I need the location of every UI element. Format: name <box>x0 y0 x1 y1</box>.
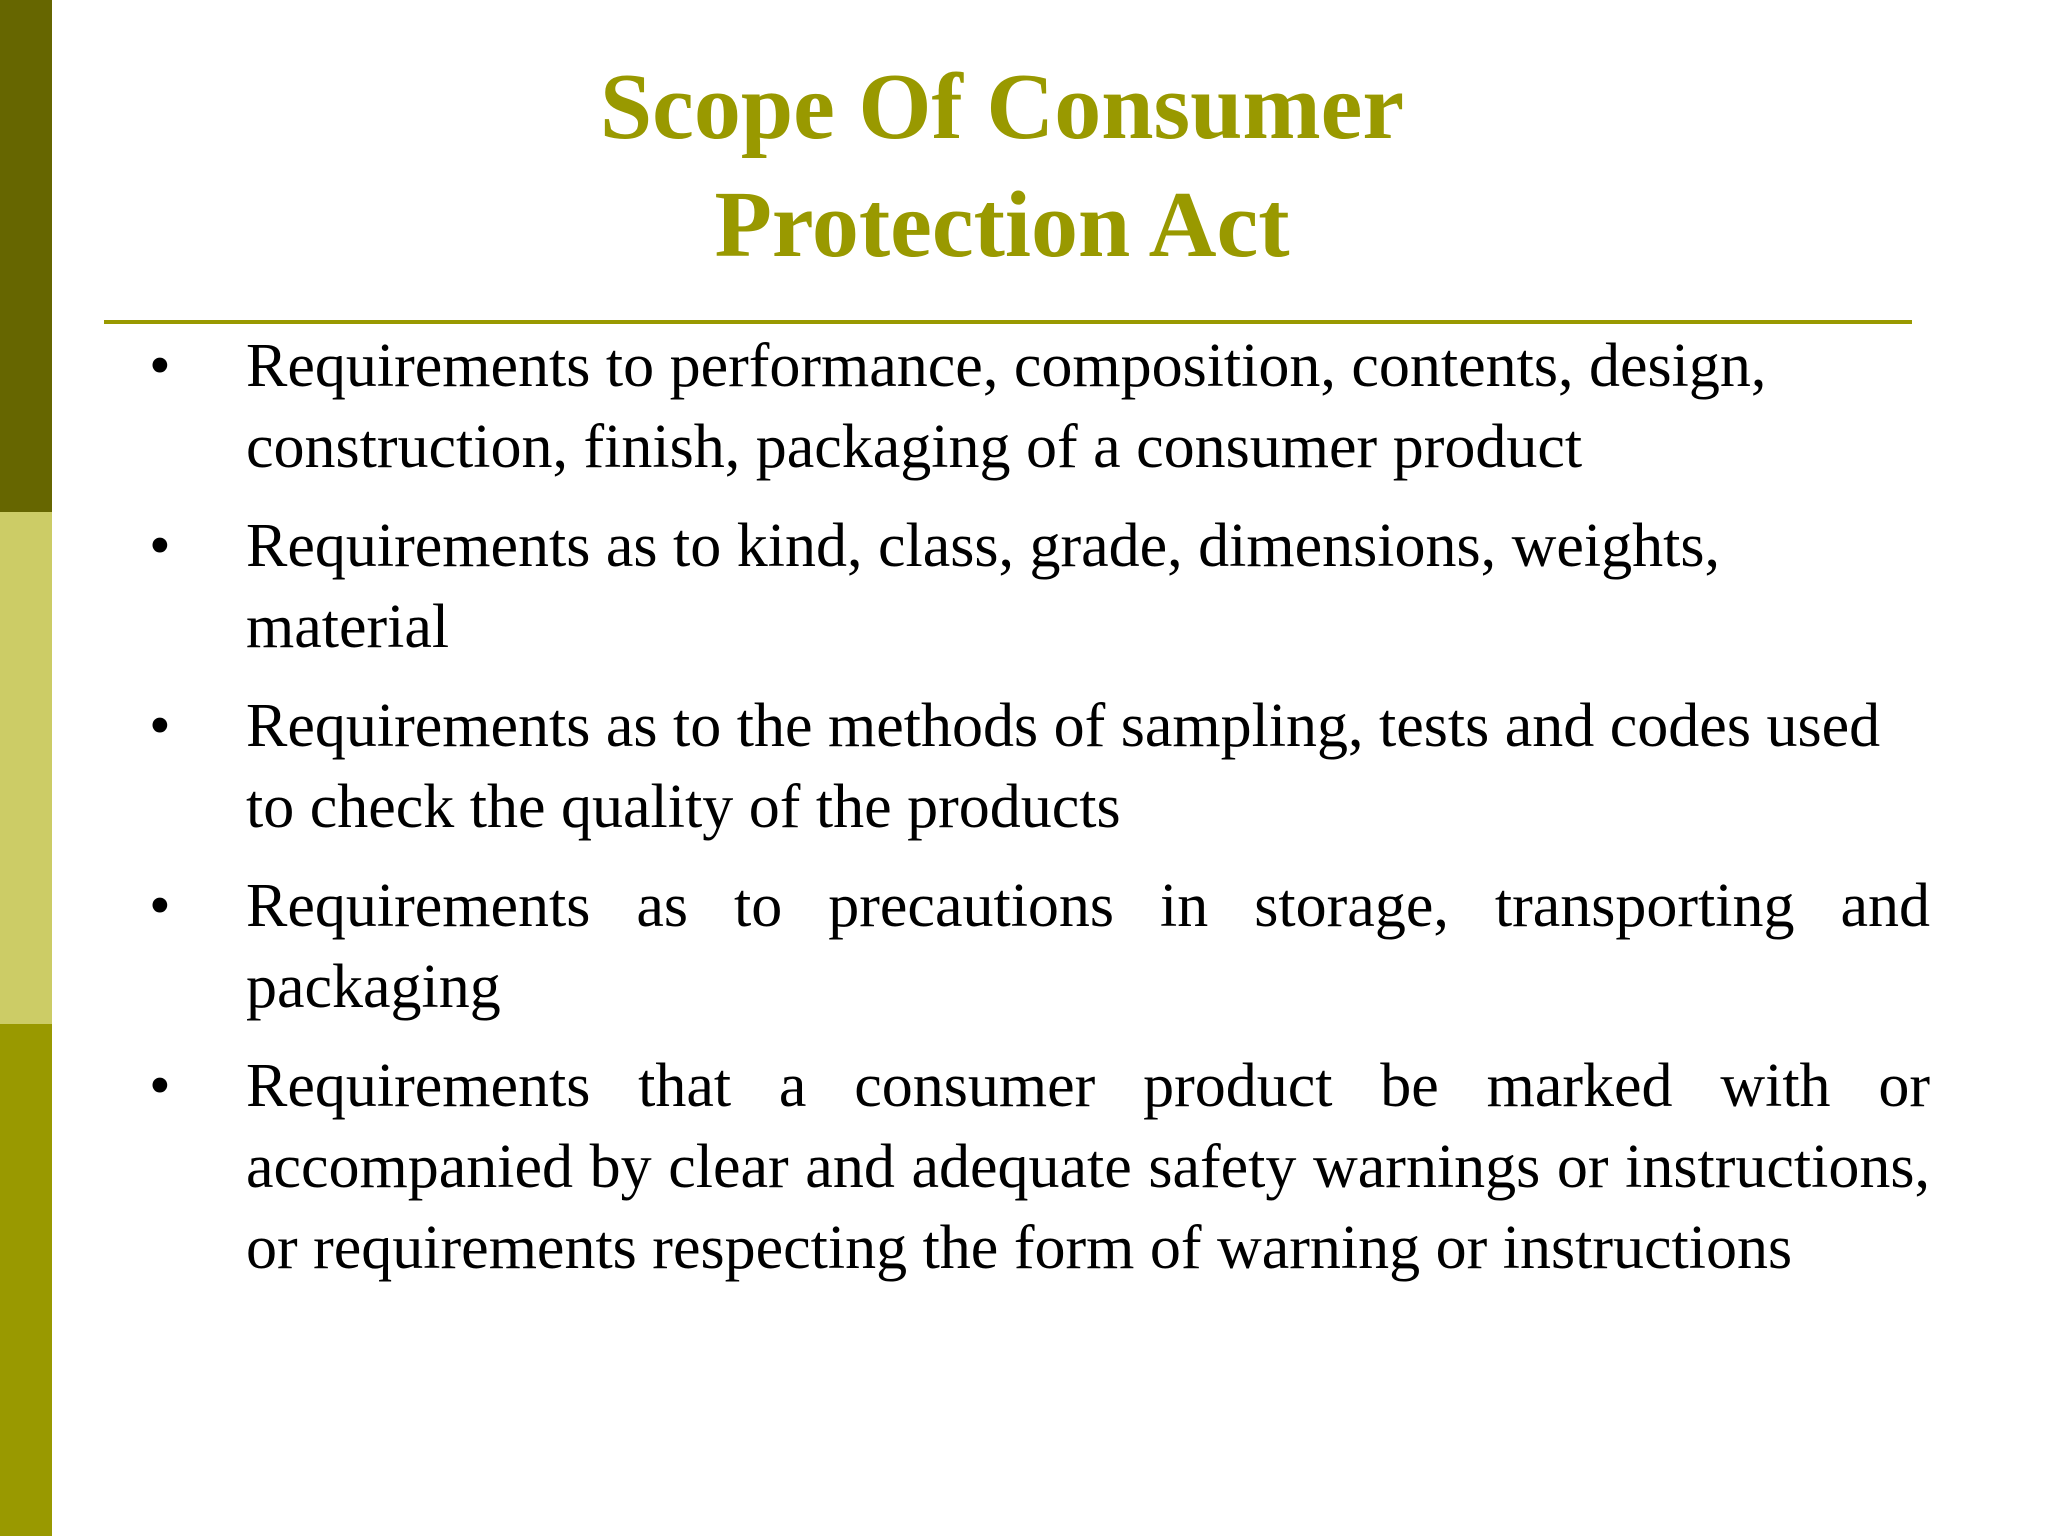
bullet-mark: • <box>149 872 171 940</box>
bullet-item <box>140 1046 1930 1289</box>
slide-title <box>352 48 1652 284</box>
title-divider <box>104 320 1912 324</box>
left-accent-bar-top <box>0 0 52 512</box>
bullet-mark: • <box>149 1052 171 1120</box>
slide-title-line-2: Protection Act <box>714 173 1290 277</box>
bullet-item <box>140 326 1930 488</box>
bullet-item <box>140 506 1930 668</box>
bullet-text: Requirements as to precautions in storage, transporting and packaging <box>246 872 1930 1021</box>
left-accent-bar-middle <box>0 512 52 1024</box>
bullet-item <box>140 866 1930 1028</box>
left-accent-bar-bottom <box>0 1024 52 1536</box>
bullet-text: Requirements as to the methods of sampling, tests and codes used to check the quality of the products <box>246 692 1881 841</box>
slide-title-line-1: Scope Of Consumer <box>599 55 1405 159</box>
bullet-text: Requirements as to kind, class, grade, dimensions, weights, material <box>246 512 1720 661</box>
bullet-item <box>140 686 1930 848</box>
bullet-list <box>140 326 1930 1307</box>
bullet-mark: • <box>149 332 171 400</box>
bullet-mark: • <box>149 692 171 760</box>
bullet-text: Requirements that a consumer product be marked with or accompanied by clear and adequate safety warnings or instructions, or requirements respecting the form of warning or instructions <box>246 1052 1930 1282</box>
bullet-text: Requirements to performance, composition, contents, design, construction, finish, packaging of a consumer product <box>246 332 1767 481</box>
bullet-mark: • <box>149 512 171 580</box>
